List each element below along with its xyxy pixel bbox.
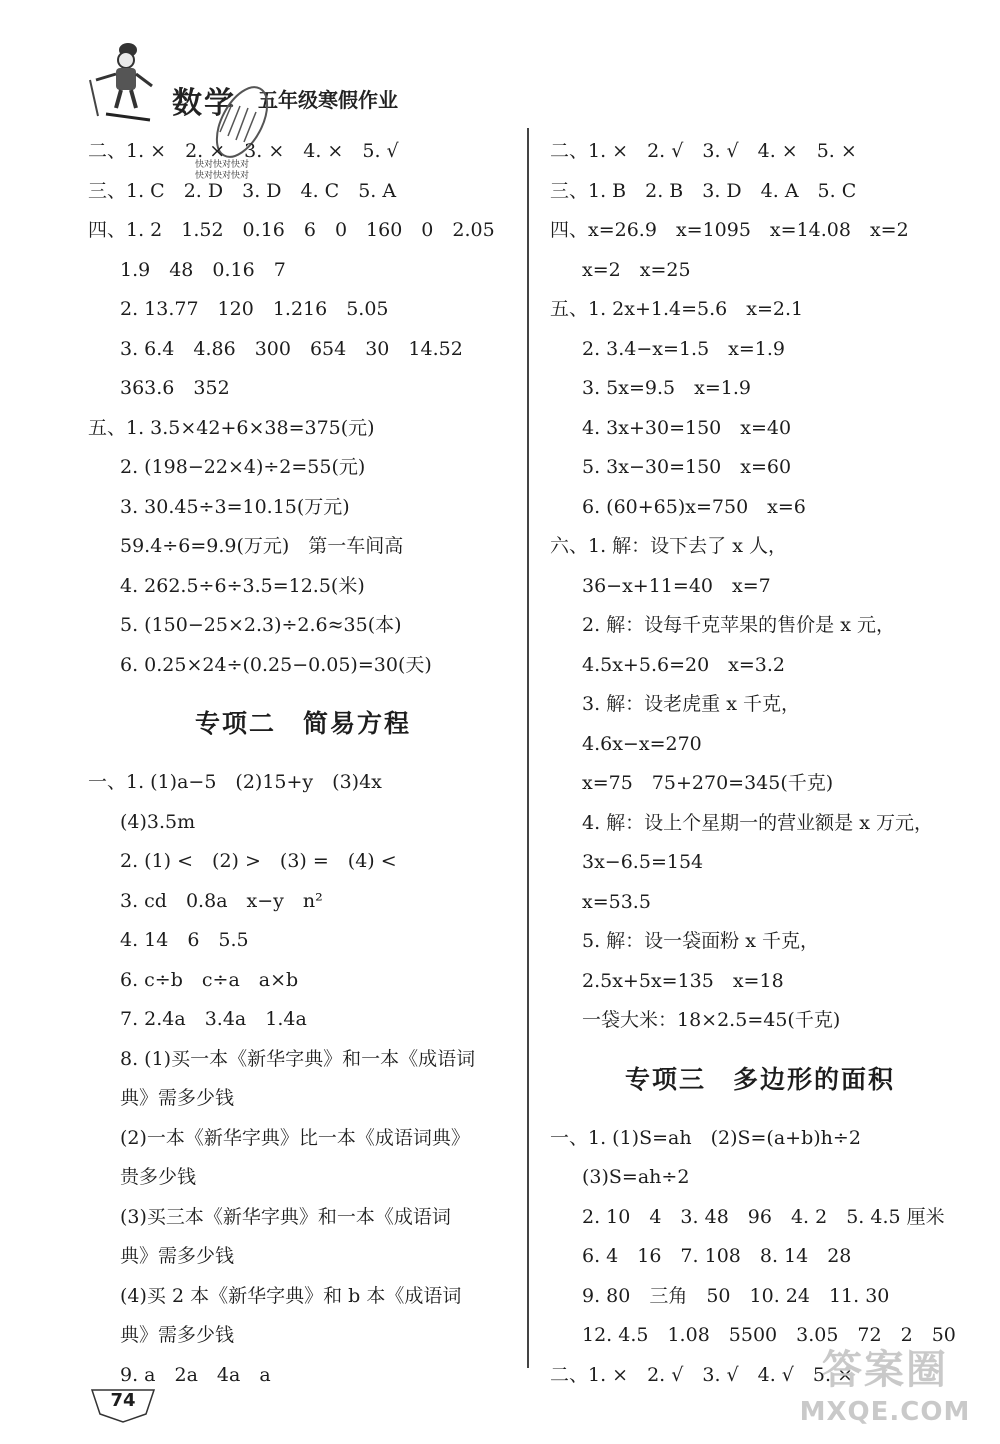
answer-line: 4. 解：设上个星期一的营业额是 x 万元， [582, 811, 933, 834]
answer-line: 3. 30.45÷3=10.15(万元) [120, 495, 350, 518]
answer-line: 4.5x+5.6=20 x=3.2 [582, 653, 786, 676]
answer-line: 4. 262.5÷6÷3.5=12.5(米) [120, 574, 365, 597]
answer-line: x=2 x=25 [582, 258, 691, 281]
page-number [88, 1386, 158, 1424]
answer-line: (4)买 2 本《新华字典》和 b 本《成语词 [120, 1284, 462, 1307]
answer-line: 典》需多少钱 [120, 1087, 235, 1109]
answer-line: 一、1. (1)S=ah (2)S=(a+b)h÷2 [550, 1126, 861, 1149]
subject-title: 数学 [172, 86, 236, 121]
answer-line: 四、x=26.9 x=1095 x=14.08 x=2 [550, 219, 909, 241]
right-column [550, 132, 970, 1395]
answer-line: 59.4÷6=9.9(万元) 第一车间高 [120, 535, 404, 557]
answer-line: 6. (60+65)x=750 x=6 [582, 495, 806, 518]
answer-line: 3. 解：设老虎重 x 千克， [582, 693, 800, 715]
answer-line: 4. 14 6 5.5 [120, 929, 249, 951]
answer-line: 5. 3x−30=150 x=60 [582, 456, 792, 478]
answer-line: 四、1. 2 1.52 0.16 6 0 160 0 2.05 [88, 219, 495, 241]
answer-line: 6. c÷b c÷a a×b [120, 968, 299, 991]
answer-line: x=53.5 [582, 890, 651, 913]
book-subtitle: 五年级寒假作业 [258, 88, 398, 112]
answer-line: 2. 13.77 120 1.216 5.05 [120, 298, 389, 320]
answer-line: 典》需多少钱 [120, 1324, 235, 1346]
answer-line: 3x−6.5=154 [582, 851, 704, 873]
answer-line: 2. 解：设每千克苹果的售价是 x 元， [582, 614, 895, 636]
left-column [88, 132, 518, 1395]
answer-line: 典》需多少钱 [120, 1245, 235, 1267]
answer-line: 12. 4.5 1.08 5500 3.05 72 2 50 [582, 1324, 956, 1346]
answer-line: 二、1. × 2. √ 3. √ 4. × 5. × [550, 140, 857, 162]
page-header [80, 30, 520, 125]
stamp-line: 快对快对快对 [195, 160, 250, 170]
answer-line: 6. 4 16 7. 108 8. 14 28 [582, 1245, 852, 1267]
answer-line: (2)一本《新华字典》比一本《成语词典》 [120, 1126, 470, 1149]
answer-line: (3)S=ah÷2 [582, 1166, 690, 1188]
answer-line: 六、1. 解：设下去了 x 人， [550, 535, 787, 557]
answer-line: 三、1. B 2. B 3. D 4. A 5. C [550, 179, 857, 202]
answer-line: 6. 0.25×24÷(0.25−0.05)=30(天) [120, 653, 432, 676]
answer-line: (4)3.5m [120, 810, 196, 833]
answer-line: 7. 2.4a 3.4a 1.4a [120, 1008, 307, 1030]
answer-line: 二、1. × 2. × 3. × 4. × 5. √ [88, 140, 399, 162]
answer-line: 9. 80 三角 50 10. 24 11. 30 [582, 1284, 890, 1307]
answer-line: 一、1. (1)a−5 (2)15+y (3)4x [88, 771, 382, 793]
answer-line: 5. (150−25×2.3)÷2.6≈35(本) [120, 614, 402, 636]
answer-line: x=75 75+270=345(千克) [582, 772, 834, 794]
answer-line: 8. (1)买一本《新华字典》和一本《成语词 [120, 1047, 476, 1070]
skier-illustration [86, 36, 156, 126]
answer-line: 3. 6.4 4.86 300 654 30 14.52 [120, 337, 463, 360]
page-number-text: 74 [110, 1390, 136, 1411]
answer-line: 4. 3x+30=150 x=40 [582, 416, 792, 439]
answer-line: 三、1. C 2. D 3. D 4. C 5. A [88, 179, 397, 202]
answer-line: 4.6x−x=270 [582, 732, 702, 755]
answer-line: 2.5x+5x=135 x=18 [582, 969, 784, 992]
answer-line: 五、1. 3.5×42+6×38=375(元) [88, 416, 375, 439]
answer-line: (3)买三本《新华字典》和一本《成语词 [120, 1205, 451, 1228]
answer-line: 2. 10 4 3. 48 96 4. 2 5. 4.5 厘米 [582, 1205, 945, 1228]
answer-line: 363.6 352 [120, 377, 230, 399]
answer-line: 二、1. × 2. √ 3. √ 4. √ 5. × [550, 1363, 853, 1386]
answer-line: 1.9 48 0.16 7 [120, 258, 286, 281]
watermark-main: 答案圈 [822, 1347, 948, 1393]
answer-line: 贵多少钱 [120, 1166, 197, 1188]
watermark [775, 1345, 995, 1440]
section-title: 专项三 多边形的面积 [624, 1064, 895, 1094]
answer-line: 2. (198−22×4)÷2=55(元) [120, 456, 366, 478]
answer-line: 3. cd 0.8a x−y n² [120, 889, 323, 912]
answer-line: 一袋大米：18×2.5=45(千克) [582, 1009, 841, 1031]
answer-line: 9. a 2a 4a a [120, 1363, 271, 1386]
column-divider [527, 128, 529, 1368]
section-title: 专项二 简易方程 [194, 709, 411, 738]
answer-line: 5. 解：设一袋面粉 x 千克， [582, 930, 819, 952]
answer-line: 2. 3.4−x=1.5 x=1.9 [582, 337, 786, 360]
answer-line: 3. 5x=9.5 x=1.9 [582, 377, 751, 399]
stamp-line: 快对快对快对 [195, 171, 250, 181]
answer-line: 2. (1) < (2) > (3) = (4) < [120, 850, 397, 872]
watermark-sub: MXQE.COM [799, 1397, 971, 1427]
answer-line: 五、1. 2x+1.4=5.6 x=2.1 [550, 298, 804, 320]
answer-line: 36−x+11=40 x=7 [582, 574, 771, 597]
